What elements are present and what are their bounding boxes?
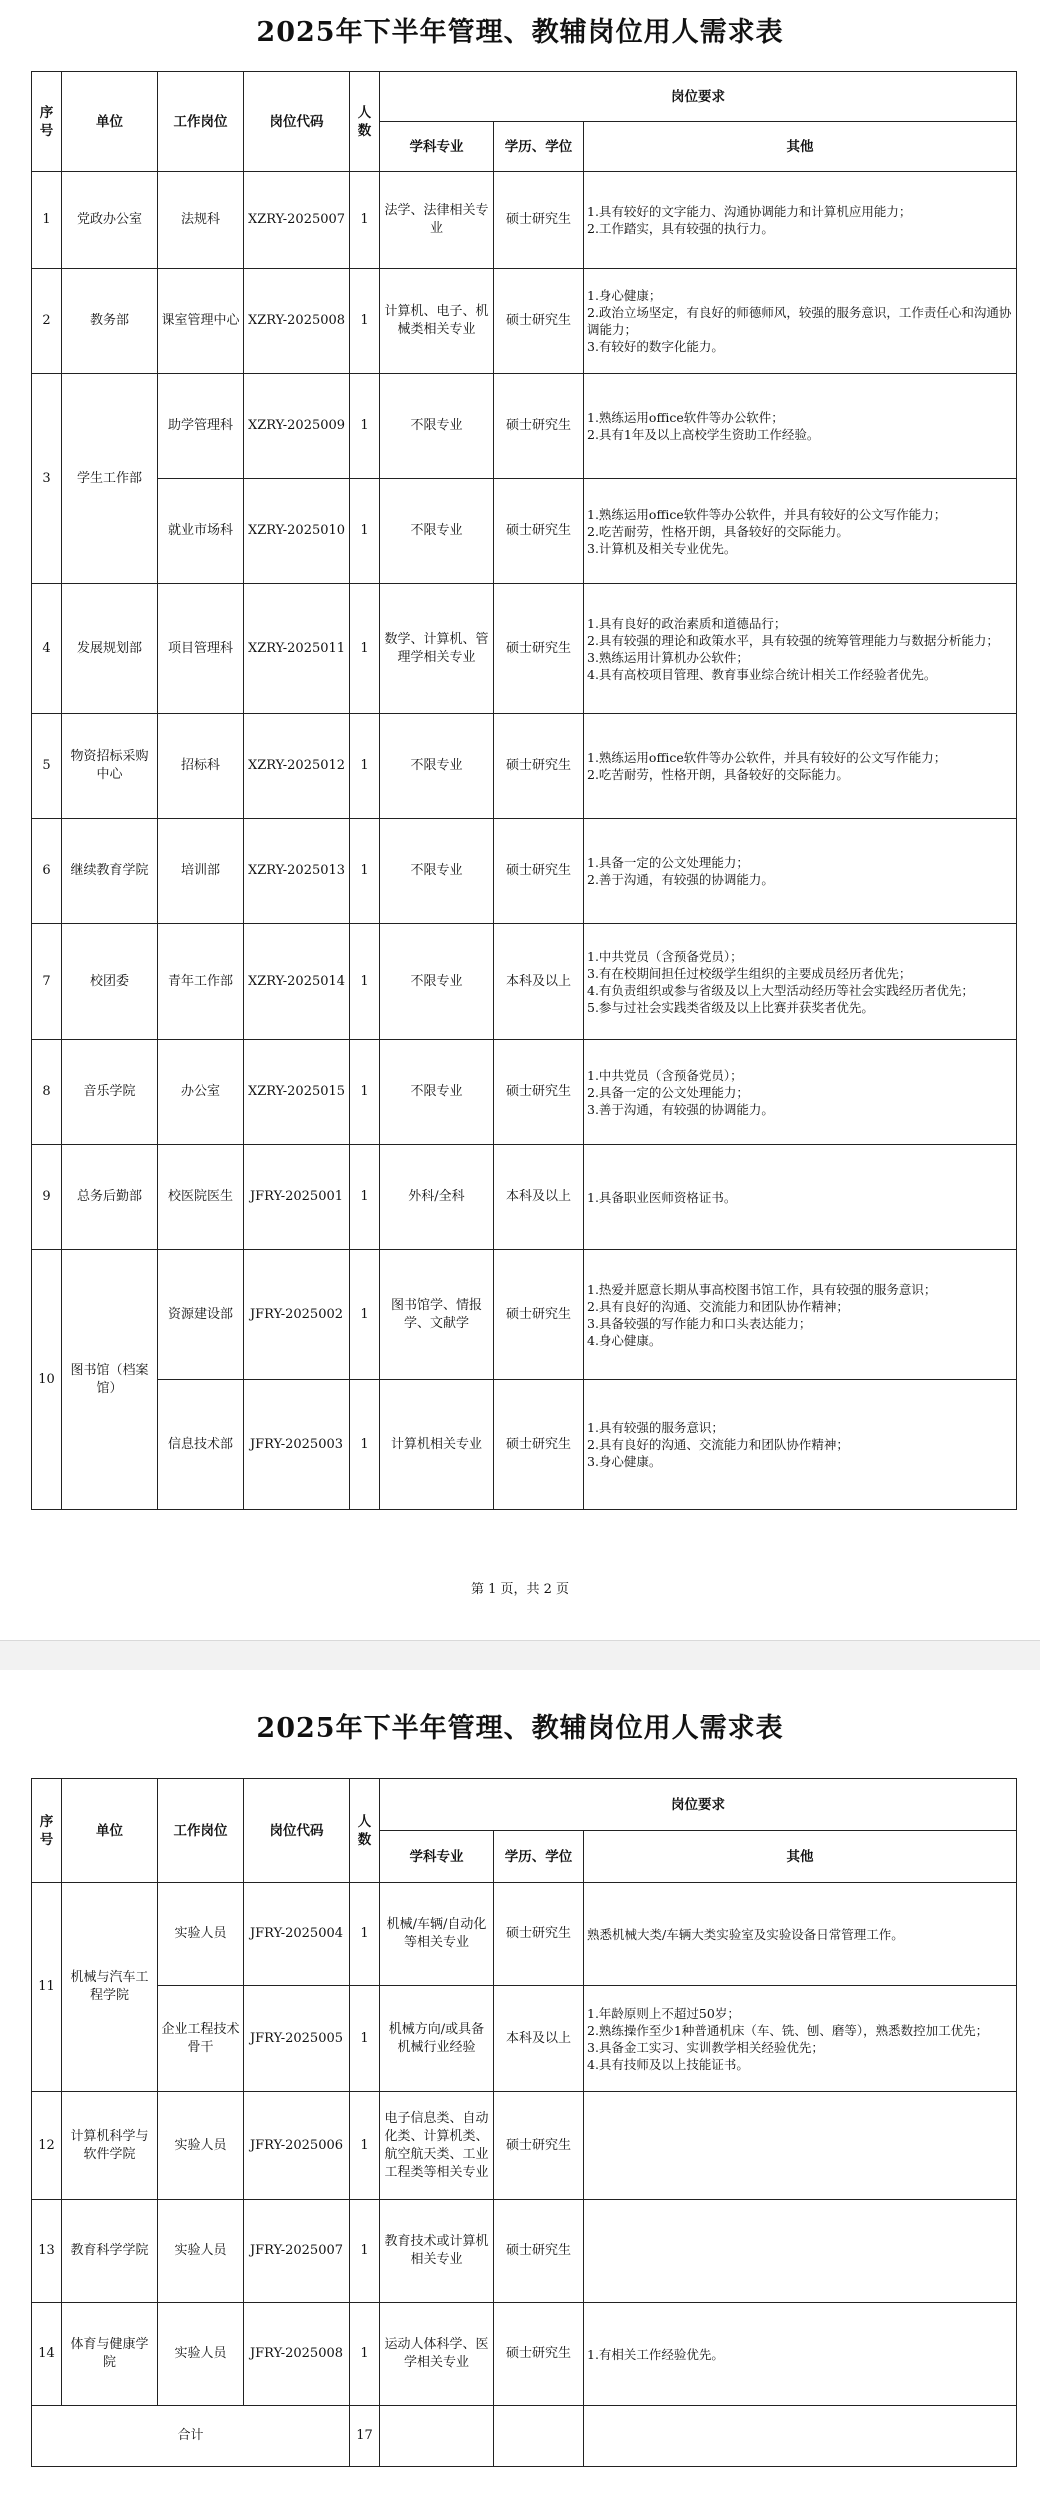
- table-row: [32, 2303, 1017, 2406]
- cell-code: JFRY-2025001: [244, 1145, 350, 1250]
- cell-other: 1.具有较强的服务意识； 2.具有良好的沟通、交流能力和团队协作精神； 3.身心健康。: [584, 1380, 1017, 1510]
- cell-count: 1: [350, 2303, 380, 2406]
- header-seq: 序号: [32, 72, 62, 172]
- requirements-table: [31, 1778, 1017, 2467]
- cell-other: 1.有相关工作经验优先。: [584, 2303, 1017, 2406]
- cell-count: 1: [350, 1040, 380, 1145]
- header-code: 岗位代码: [244, 72, 350, 172]
- cell-other: 1.具备职业医师资格证书。: [584, 1145, 1017, 1250]
- cell-count: 1: [350, 2200, 380, 2303]
- header-major: 学科专业: [380, 122, 494, 172]
- cell-seq: 11: [32, 1883, 62, 2092]
- cell-other: 1.中共党员（含预备党员）； 2.具备一定的公文处理能力； 3.善于沟通，有较强的协调能力。: [584, 1040, 1017, 1145]
- cell-unit: 发展规划部: [62, 584, 158, 714]
- cell-count: 1: [350, 479, 380, 584]
- cell-other: 1.年龄原则上不超过50岁； 2.熟练操作至少1种普通机床（车、铣、刨、磨等），熟悉数控加工优先； 3.具备金工实习、实训教学相关经验优先； 4.具有技师及以上技能证书。: [584, 1986, 1017, 2092]
- cell-code: JFRY-2025004: [244, 1883, 350, 1986]
- cell-edu: 硕士研究生: [494, 584, 584, 714]
- total-empty-cell: [494, 2406, 584, 2467]
- total-empty-cell: [584, 2406, 1017, 2467]
- cell-other: 1.具有较好的文字能力、沟通协调能力和计算机应用能力； 2.工作踏实，具有较强的执行力。: [584, 172, 1017, 269]
- cell-major: 不限专业: [380, 1040, 494, 1145]
- cell-unit: 党政办公室: [62, 172, 158, 269]
- header-major: 学科专业: [380, 1831, 494, 1883]
- cell-post: 校医院医生: [158, 1145, 244, 1250]
- cell-seq: 9: [32, 1145, 62, 1250]
- cell-code: JFRY-2025008: [244, 2303, 350, 2406]
- cell-post: 招标科: [158, 714, 244, 819]
- cell-unit: 图书馆（档案馆）: [62, 1250, 158, 1510]
- cell-other: 1.身心健康； 2.政治立场坚定，有良好的师德师风，较强的服务意识，工作责任心和沟通协调能力； 3.有较好的数字化能力。: [584, 269, 1017, 374]
- cell-edu: 本科及以上: [494, 1145, 584, 1250]
- cell-unit: 机械与汽车工程学院: [62, 1883, 158, 2092]
- cell-other: 1.熟练运用office软件等办公软件，并具有较好的公文写作能力； 2.吃苦耐劳，性格开朗，具备较好的交际能力。: [584, 714, 1017, 819]
- header-code: 岗位代码: [244, 1779, 350, 1883]
- cell-unit: 教育科学学院: [62, 2200, 158, 2303]
- cell-unit: 物资招标采购中心: [62, 714, 158, 819]
- cell-major: 不限专业: [380, 374, 494, 479]
- header-edu: 学历、学位: [494, 1831, 584, 1883]
- document-page-2: [0, 1670, 1040, 2502]
- header-unit: 单位: [62, 72, 158, 172]
- cell-seq: 5: [32, 714, 62, 819]
- cell-edu: 硕士研究生: [494, 269, 584, 374]
- cell-unit: 总务后勤部: [62, 1145, 158, 1250]
- cell-code: XZRY-2025007: [244, 172, 350, 269]
- header-other: 其他: [584, 122, 1017, 172]
- table-row: [32, 924, 1017, 1040]
- cell-edu: 硕士研究生: [494, 479, 584, 584]
- cell-edu: 硕士研究生: [494, 819, 584, 924]
- cell-edu: 硕士研究生: [494, 2200, 584, 2303]
- header-post: 工作岗位: [158, 1779, 244, 1883]
- total-label: 合计: [32, 2406, 350, 2467]
- cell-edu: 本科及以上: [494, 924, 584, 1040]
- cell-code: XZRY-2025013: [244, 819, 350, 924]
- cell-edu: 硕士研究生: [494, 172, 584, 269]
- cell-count: 1: [350, 1250, 380, 1380]
- cell-count: 1: [350, 819, 380, 924]
- cell-unit: 学生工作部: [62, 374, 158, 584]
- cell-seq: 13: [32, 2200, 62, 2303]
- page-title: 2025年下半年管理、教辅岗位用人需求表: [256, 17, 784, 48]
- cell-major: 数学、计算机、管理学相关专业: [380, 584, 494, 714]
- cell-code: XZRY-2025015: [244, 1040, 350, 1145]
- cell-other: 1.热爱并愿意长期从事高校图书馆工作，具有较强的服务意识； 2.具有良好的沟通、交流能力和团队协作精神； 3.具备较强的写作能力和口头表达能力； 4.身心健康。: [584, 1250, 1017, 1380]
- cell-edu: 硕士研究生: [494, 1040, 584, 1145]
- cell-code: XZRY-2025010: [244, 479, 350, 584]
- table-row: [32, 1380, 1017, 1510]
- cell-major: 计算机相关专业: [380, 1380, 494, 1510]
- header-edu: 学历、学位: [494, 122, 584, 172]
- cell-seq: 2: [32, 269, 62, 374]
- cell-post: 资源建设部: [158, 1250, 244, 1380]
- cell-post: 企业工程技术骨干: [158, 1986, 244, 2092]
- cell-other: 1.熟练运用office软件等办公软件，并具有较好的公文写作能力； 2.吃苦耐劳，性格开朗，具备较好的交际能力。 3.计算机及相关专业优先。: [584, 479, 1017, 584]
- header-post: 工作岗位: [158, 72, 244, 172]
- cell-edu: 本科及以上: [494, 1986, 584, 2092]
- cell-other: 1.中共党员（含预备党员）； 3.有在校期间担任过校级学生组织的主要成员经历者优先； 4.有负责组织或参与省级及以上大型活动经历等社会实践经历者优先； 5.参与过社会实践类省级及以上比赛并获奖者优先。: [584, 924, 1017, 1040]
- cell-major: 机械方向/或具备机械行业经验: [380, 1986, 494, 2092]
- cell-post: 法规科: [158, 172, 244, 269]
- table-row: [32, 1040, 1017, 1145]
- cell-code: XZRY-2025012: [244, 714, 350, 819]
- cell-count: 1: [350, 172, 380, 269]
- cell-count: 1: [350, 714, 380, 819]
- cell-count: 1: [350, 924, 380, 1040]
- header-count: 人数: [350, 72, 380, 172]
- cell-seq: 6: [32, 819, 62, 924]
- cell-code: XZRY-2025011: [244, 584, 350, 714]
- cell-code: JFRY-2025002: [244, 1250, 350, 1380]
- cell-count: 1: [350, 1380, 380, 1510]
- cell-code: XZRY-2025014: [244, 924, 350, 1040]
- table-row: [32, 1986, 1017, 2092]
- cell-edu: 硕士研究生: [494, 2092, 584, 2200]
- cell-seq: 12: [32, 2092, 62, 2200]
- cell-major: 法学、法律相关专业: [380, 172, 494, 269]
- cell-post: 实验人员: [158, 1883, 244, 1986]
- cell-count: 1: [350, 374, 380, 479]
- cell-other: 熟悉机械大类/车辆大类实验室及实验设备日常管理工作。: [584, 1883, 1017, 1986]
- cell-unit: 继续教育学院: [62, 819, 158, 924]
- table-row: [32, 819, 1017, 924]
- cell-major: 外科/全科: [380, 1145, 494, 1250]
- table-row: [32, 374, 1017, 479]
- cell-code: XZRY-2025008: [244, 269, 350, 374]
- cell-major: 不限专业: [380, 819, 494, 924]
- cell-post: 实验人员: [158, 2303, 244, 2406]
- cell-seq: 3: [32, 374, 62, 584]
- cell-post: 助学管理科: [158, 374, 244, 479]
- page-separator: [0, 1640, 1040, 1672]
- table-row: [32, 1883, 1017, 1986]
- cell-major: 计算机、电子、机械类相关专业: [380, 269, 494, 374]
- cell-major: 不限专业: [380, 714, 494, 819]
- cell-edu: 硕士研究生: [494, 374, 584, 479]
- cell-code: JFRY-2025005: [244, 1986, 350, 2092]
- cell-unit: 体育与健康学院: [62, 2303, 158, 2406]
- total-empty-cell: [380, 2406, 494, 2467]
- cell-seq: 14: [32, 2303, 62, 2406]
- cell-seq: 1: [32, 172, 62, 269]
- cell-post: 办公室: [158, 1040, 244, 1145]
- cell-post: 培训部: [158, 819, 244, 924]
- cell-edu: 硕士研究生: [494, 2303, 584, 2406]
- cell-count: 1: [350, 584, 380, 714]
- cell-code: JFRY-2025007: [244, 2200, 350, 2303]
- requirements-table: [31, 71, 1017, 1510]
- total-value: 17: [350, 2406, 380, 2467]
- cell-other: 1.熟练运用office软件等办公软件； 2.具有1年及以上高校学生资助工作经验。: [584, 374, 1017, 479]
- cell-unit: 计算机科学与软件学院: [62, 2092, 158, 2200]
- cell-unit: 教务部: [62, 269, 158, 374]
- cell-post: 实验人员: [158, 2092, 244, 2200]
- header-unit: 单位: [62, 1779, 158, 1883]
- cell-other: [584, 2092, 1017, 2200]
- cell-code: JFRY-2025003: [244, 1380, 350, 1510]
- cell-post: 项目管理科: [158, 584, 244, 714]
- page-footer: 第 1 页，共 2 页: [470, 1582, 570, 1597]
- cell-post: 青年工作部: [158, 924, 244, 1040]
- cell-other: 1.具备一定的公文处理能力； 2.善于沟通，有较强的协调能力。: [584, 819, 1017, 924]
- cell-seq: 7: [32, 924, 62, 1040]
- table-row: [32, 269, 1017, 374]
- table-row: [32, 479, 1017, 584]
- cell-other: [584, 2200, 1017, 2303]
- cell-seq: 4: [32, 584, 62, 714]
- table-row: [32, 172, 1017, 269]
- table-row: [32, 714, 1017, 819]
- header-requirements: 岗位要求: [380, 72, 1017, 122]
- header-requirements: 岗位要求: [380, 1779, 1017, 1831]
- total-row: [32, 2406, 1017, 2467]
- cell-post: 实验人员: [158, 2200, 244, 2303]
- cell-edu: 硕士研究生: [494, 714, 584, 819]
- cell-major: 不限专业: [380, 479, 494, 584]
- cell-major: 图书馆学、情报学、文献学: [380, 1250, 494, 1380]
- table-row: [32, 1250, 1017, 1380]
- cell-edu: 硕士研究生: [494, 1883, 584, 1986]
- cell-seq: 10: [32, 1250, 62, 1510]
- cell-other: 1.具有良好的政治素质和道德品行； 2.具有较强的理论和政策水平，具有较强的统筹管理能力与数据分析能力； 3.熟练运用计算机办公软件； 4.具有高校项目管理、教育事业综合统计相关工作经验者优先。: [584, 584, 1017, 714]
- cell-major: 运动人体科学、医学相关专业: [380, 2303, 494, 2406]
- cell-major: 电子信息类、自动化类、计算机类、航空航天类、工业工程类等相关专业: [380, 2092, 494, 2200]
- header-count: 人数: [350, 1779, 380, 1883]
- cell-major: 教育技术或计算机相关专业: [380, 2200, 494, 2303]
- table-row: [32, 2200, 1017, 2303]
- cell-count: 1: [350, 2092, 380, 2200]
- table-header-row: [32, 72, 1017, 122]
- cell-unit: 校团委: [62, 924, 158, 1040]
- cell-code: XZRY-2025009: [244, 374, 350, 479]
- cell-count: 1: [350, 1883, 380, 1986]
- table-header-row: [32, 1779, 1017, 1831]
- cell-count: 1: [350, 1986, 380, 2092]
- table-row: [32, 584, 1017, 714]
- cell-seq: 8: [32, 1040, 62, 1145]
- cell-count: 1: [350, 269, 380, 374]
- header-seq: 序号: [32, 1779, 62, 1883]
- cell-edu: 硕士研究生: [494, 1250, 584, 1380]
- cell-post: 信息技术部: [158, 1380, 244, 1510]
- cell-unit: 音乐学院: [62, 1040, 158, 1145]
- cell-edu: 硕士研究生: [494, 1380, 584, 1510]
- cell-post: 就业市场科: [158, 479, 244, 584]
- table-row: [32, 2092, 1017, 2200]
- cell-post: 课室管理中心: [158, 269, 244, 374]
- cell-major: 机械/车辆/自动化等相关专业: [380, 1883, 494, 1986]
- cell-code: JFRY-2025006: [244, 2092, 350, 2200]
- page-title: 2025年下半年管理、教辅岗位用人需求表: [256, 1713, 784, 1744]
- table-row: [32, 1145, 1017, 1250]
- cell-count: 1: [350, 1145, 380, 1250]
- header-other: 其他: [584, 1831, 1017, 1883]
- cell-major: 不限专业: [380, 924, 494, 1040]
